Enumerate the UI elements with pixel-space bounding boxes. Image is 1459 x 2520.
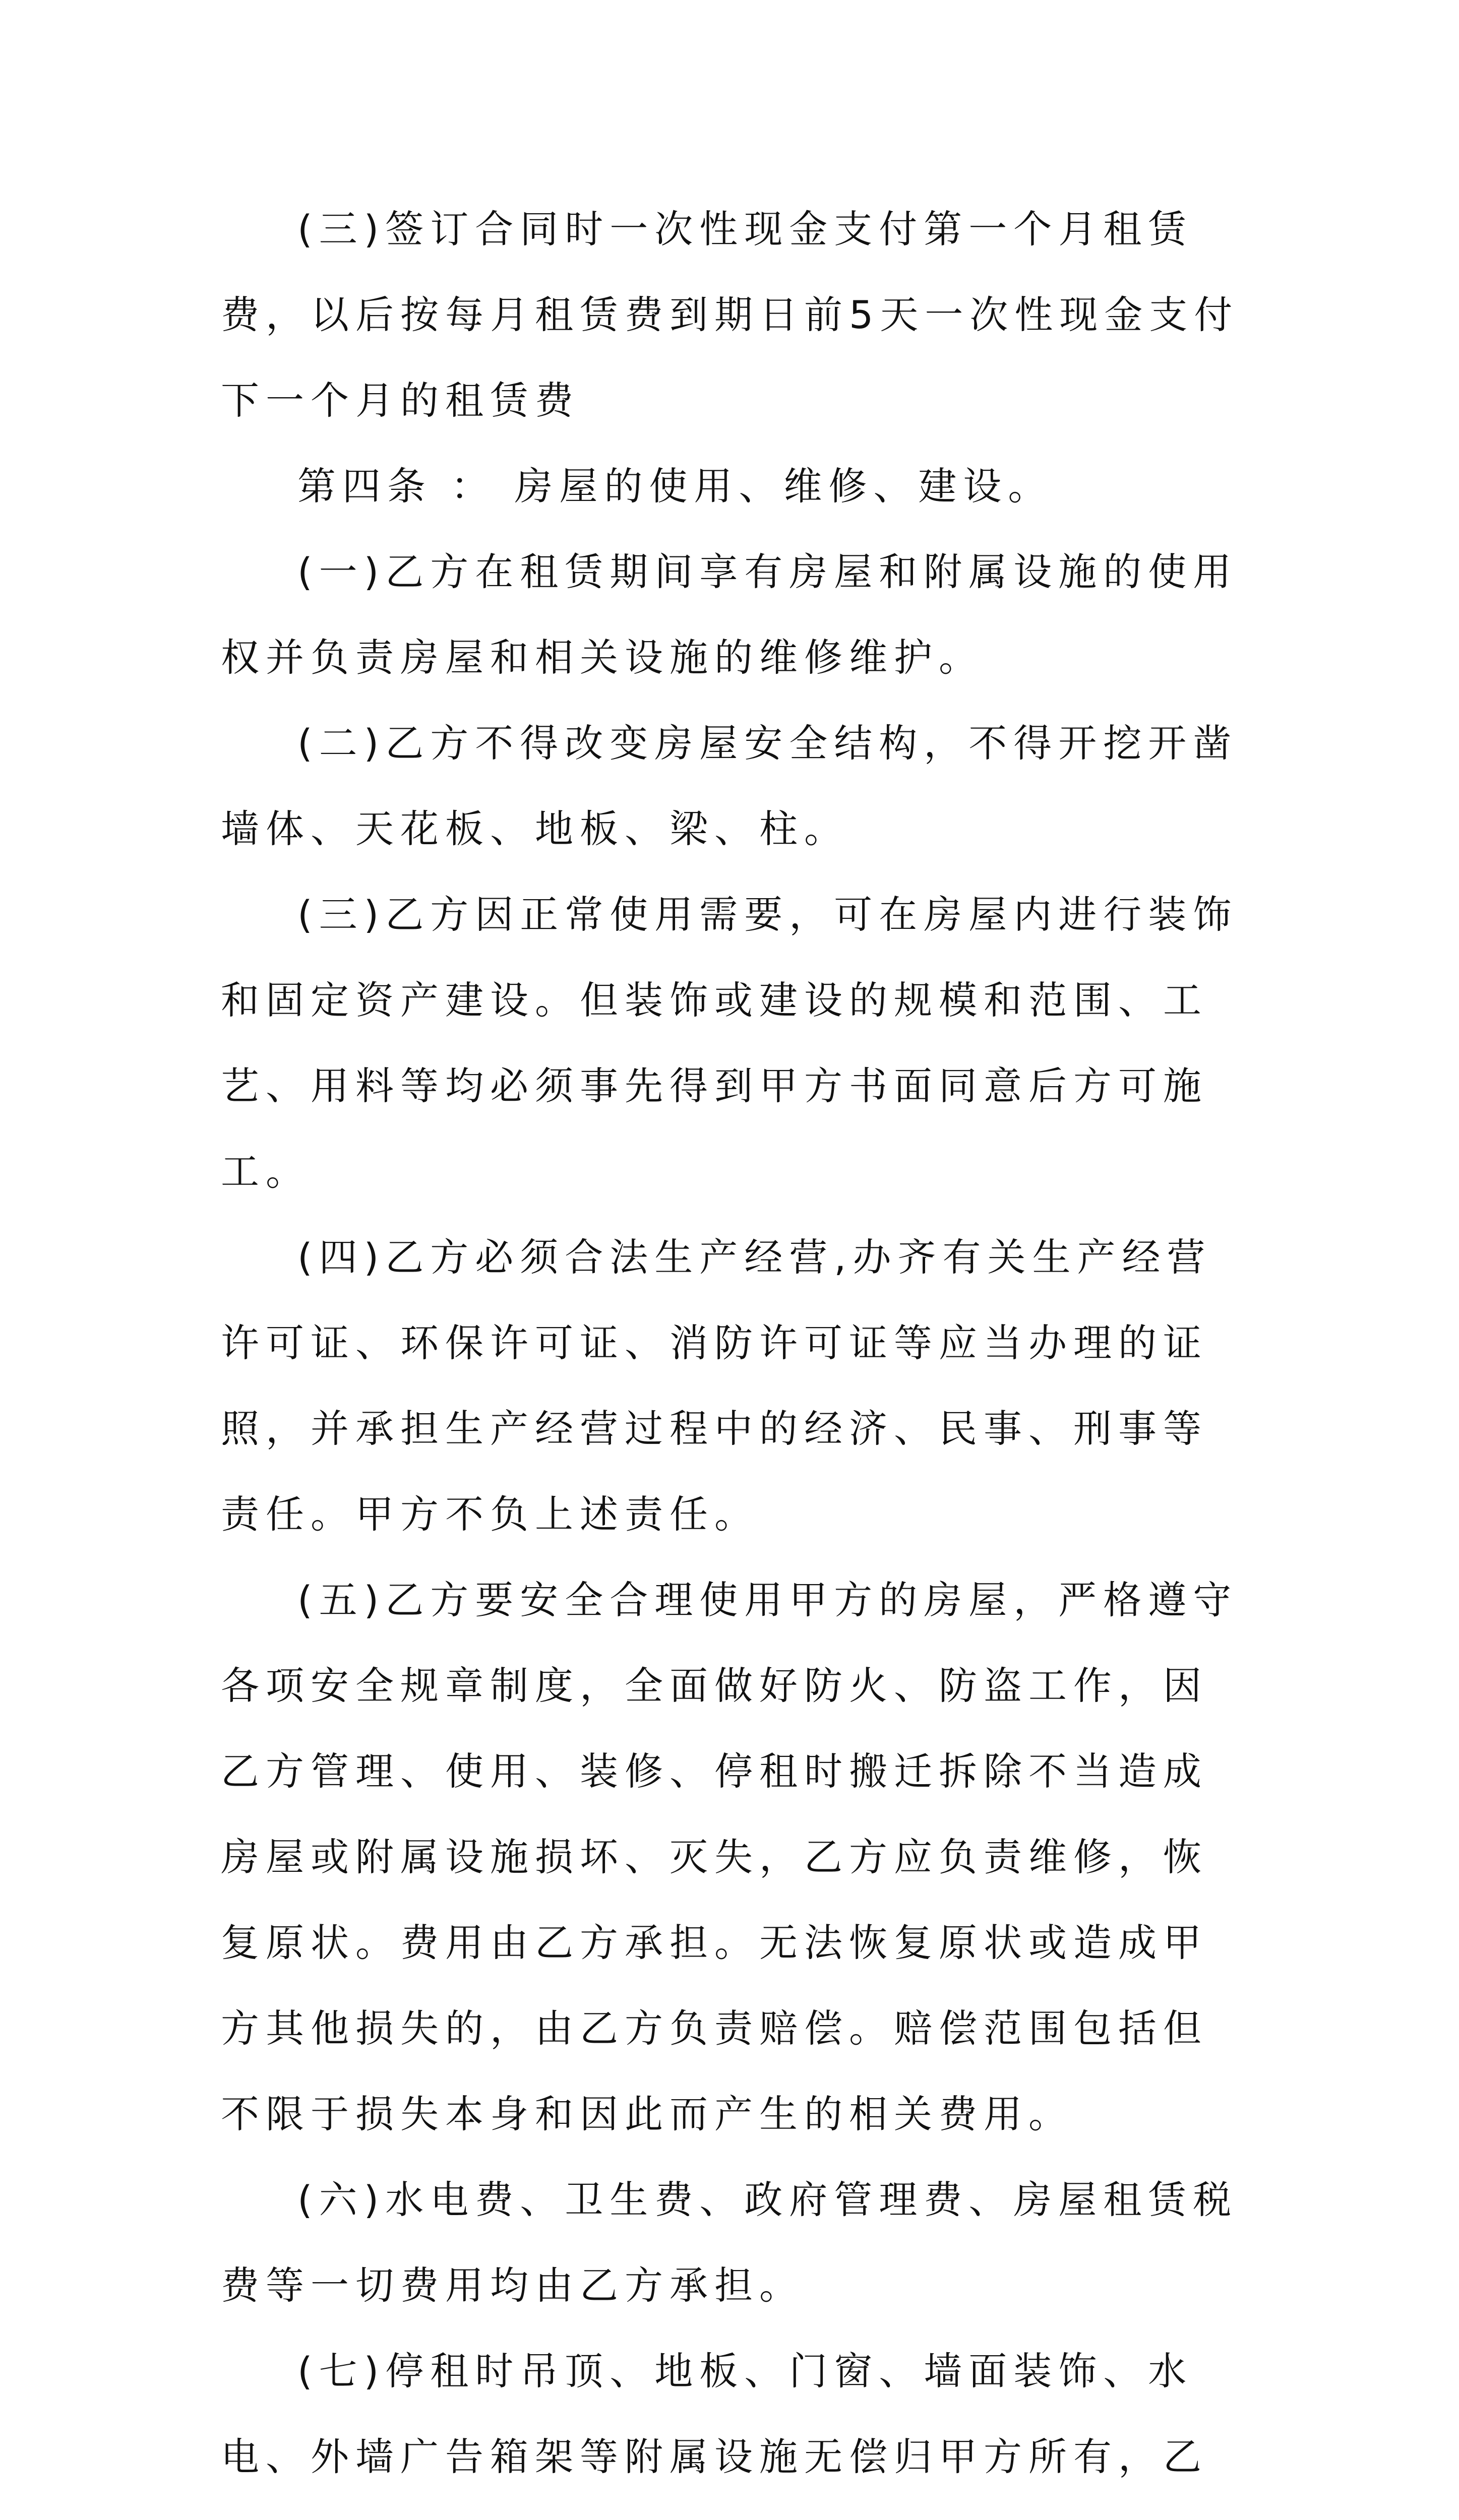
paragraph-fees: (六)水电费、卫生费、政府管理费、房屋租赁税费等一切费用均由乙方承担。 <box>221 2177 1238 2308</box>
paragraph-legal-operation: (四)乙方必须合法生产经营,办齐有关生产经营许可证、环保许可证、消防许可证等应当办理的证照，并承担生产经营过程中的经济、民事、刑事等责任。甲方不负上述责任。 <box>221 1235 1212 1537</box>
article-four-heading: 第四条 ： 房屋的使用、维修、建设。 <box>297 464 1053 509</box>
paragraph-fixtures-ownership: (七)停租时吊顶、地板、门窗、墙面装饰、水电、外墙广告箱架等附属设施无偿归甲方所有，乙 <box>221 2349 1208 2479</box>
document-body <box>221 186 1249 2520</box>
paragraph-safety-compensation: (五)乙方要安全合理使用甲方的房屋，严格遵守各项安全规章制度，全面做好防火、防盗工作，因乙方管理、使用、装修、停租时搬迁拆除不当造成房屋或附属设施损坏、灭失，乙方应负责维修，恢复原状。费用由乙方承担。无法恢复原状或造成甲方其他损失的，由乙方负责赔偿。赔偿范围包括但不限于损失本身和因此而产生的相关费用。 <box>221 1578 1238 2136</box>
paragraph-structure-restriction: (二)乙方不得改变房屋安全结构，不得开挖开凿墙体、天花板、地板、梁、柱。 <box>221 721 1238 851</box>
paragraph-decoration-approval: (三)乙方因正常使用需要，可在房屋内进行装饰和固定资产建设。但装饰或建设的规模和范围、工艺、用料等均必须事先得到甲方书面同意后方可施工。 <box>221 892 1238 1194</box>
paragraph-payment-schedule: (三)签订合同时一次性现金支付第一个月租赁费，以后按每月租赁费到期日前5天一次性现金支付下一个月的租赁费 <box>221 207 1239 423</box>
paragraph-use-rights: (一)乙方在租赁期间享有房屋和附属设施的使用权并负责房屋和相关设施的维修维护。 <box>221 549 1238 680</box>
